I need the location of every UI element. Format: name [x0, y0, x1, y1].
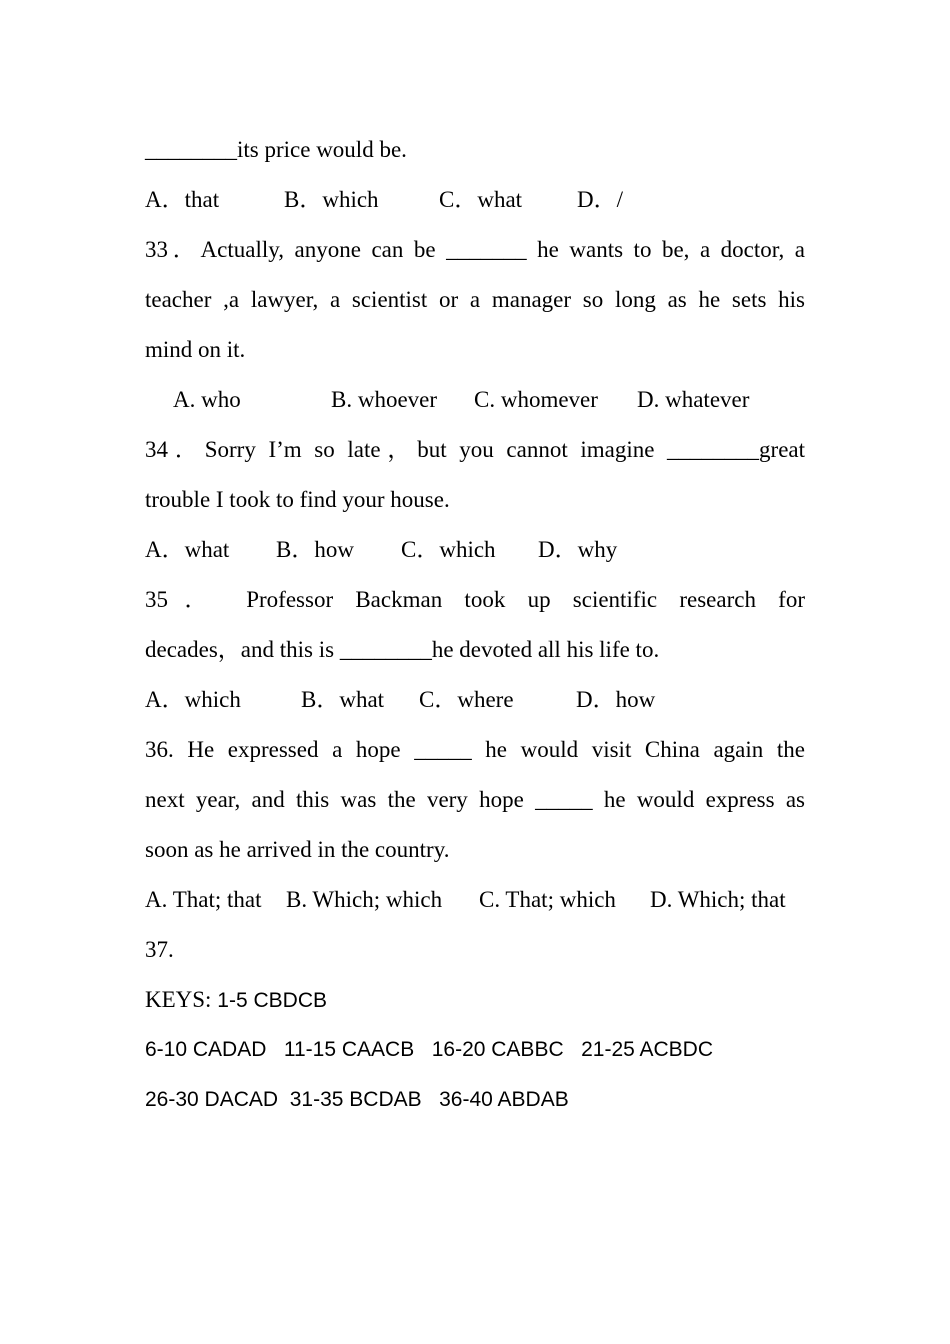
q32-option-a: A．that [145, 187, 220, 212]
q33-option-a: A. who [173, 387, 241, 412]
q36-option-d: D. Which; that [650, 887, 786, 912]
answer-keys-row-3: 26-30 DACAD 31-35 BCDAB 36-40 ABDAB [145, 1088, 569, 1111]
q35-option-d: D．how [576, 687, 656, 712]
q36-stem-line-1: 36. He expressed a hope _____ he would visit China again the [145, 737, 805, 762]
q33-options [145, 375, 805, 425]
q37-number: 37. [145, 937, 174, 962]
q33-option-b: B. whoever [331, 387, 438, 412]
q36-stem-line-3: soon as he arrived in the country. [145, 837, 450, 862]
q33-stem-line-3: mind on it. [145, 337, 246, 362]
q35-stem-line-1: 35． Professor Backman took up scientific research for [145, 587, 805, 612]
q35-option-a: A．which [145, 687, 241, 712]
q34-option-d: D．why [538, 537, 618, 562]
q33-option-d: D. whatever [637, 387, 750, 412]
q34-option-a: A．what [145, 537, 230, 562]
q35-option-c: C．where [419, 687, 514, 712]
q33-option-c: C. whomever [474, 387, 598, 412]
document-body [145, 125, 805, 1125]
q32-stem: ________its price would be. [145, 137, 407, 162]
q34-stem-line-1: 34．Sorry I’m so late，but you cannot imagine ________great [145, 437, 805, 462]
q35-stem-line-2: decades，and this is ________he devoted all his life to. [145, 637, 660, 662]
answer-keys-range-1: 1-5 CBDCB [217, 989, 327, 1012]
q36-stem-line-2: next year, and this was the very hope _____ he would express as [145, 787, 805, 812]
q34-stem-line-2: trouble I took to find your house. [145, 487, 450, 512]
answer-keys-label: KEYS: [145, 987, 212, 1012]
q36-option-c: C. That; which [479, 887, 616, 912]
q36-options [145, 875, 805, 925]
q32-option-b: B．which [284, 187, 379, 212]
q34-option-c: C．which [401, 537, 496, 562]
q35-options [145, 675, 805, 725]
q32-options [145, 175, 805, 225]
answer-keys-row-1 [145, 975, 805, 1025]
q36-option-b: B. Which; which [286, 887, 443, 912]
q35-option-b: B．what [301, 687, 385, 712]
q36-option-a: A. That; that [145, 887, 262, 912]
answer-keys-row-2: 6-10 CADAD 11-15 CAACB 16-20 CABBC 21-25 ACBDC [145, 1038, 714, 1061]
q33-stem-line-1: 33．Actually, anyone can be _______ he wants to be, a doctor, a [145, 237, 805, 262]
q34-options [145, 525, 805, 575]
q32-option-d: D．/ [577, 187, 623, 212]
q34-option-b: B．how [276, 537, 354, 562]
q32-option-c: C．what [439, 187, 523, 212]
q33-stem-line-2: teacher ,a lawyer, a scientist or a manager so long as he sets his [145, 287, 805, 312]
